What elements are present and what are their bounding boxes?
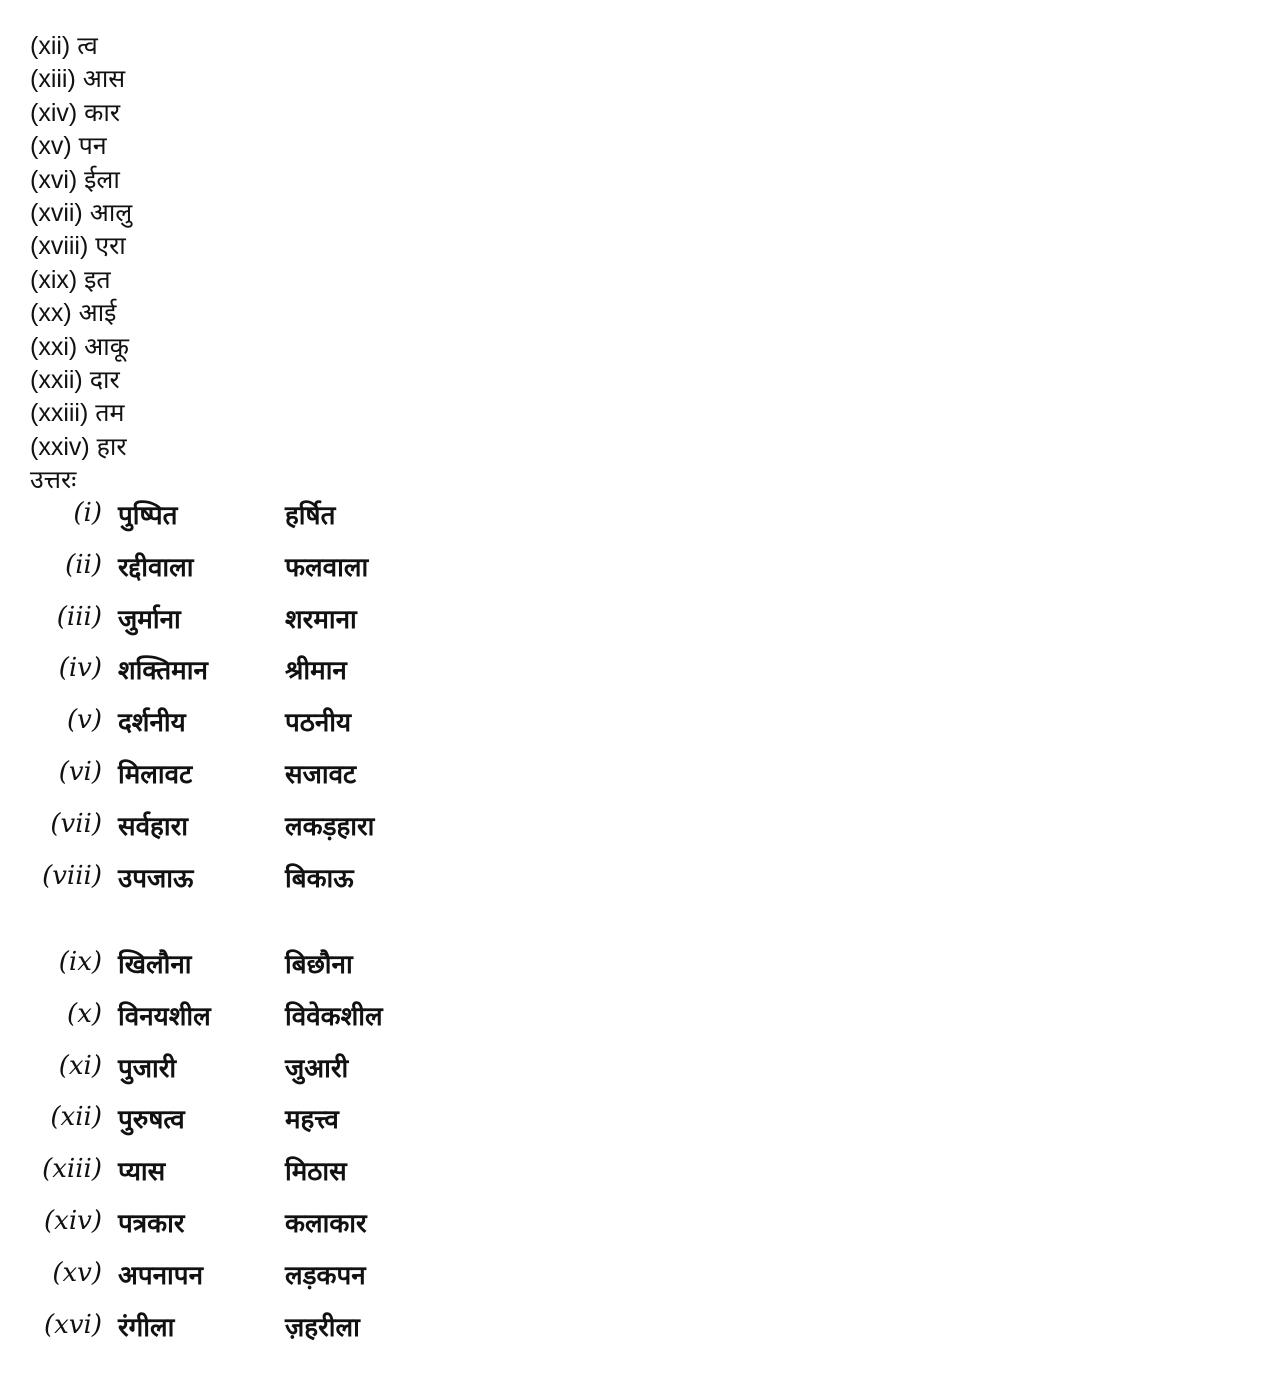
answer-word-second: फलवाला bbox=[285, 552, 369, 583]
suffix-item: (xxi) आकू bbox=[30, 332, 129, 361]
answer-word-second: ज़हरीला bbox=[285, 1312, 360, 1343]
answer-heading: उत्तरः bbox=[30, 466, 77, 495]
answer-row bbox=[30, 1096, 430, 1148]
answer-word-first: पुजारी bbox=[118, 1053, 177, 1084]
answer-word-second: हर्षित bbox=[285, 501, 336, 531]
answer-table-part-1 bbox=[30, 492, 430, 906]
answer-row bbox=[30, 993, 430, 1045]
answer-word-first: विनयशील bbox=[118, 1001, 211, 1032]
answer-number: (xi) bbox=[58, 1050, 102, 1081]
suffix-item: (xx) आई bbox=[30, 299, 117, 328]
answer-word-second: जुआरी bbox=[285, 1053, 349, 1084]
answer-number: (vii) bbox=[50, 808, 102, 839]
answer-word-second: लड़कपन bbox=[285, 1260, 366, 1291]
answer-word-first: जुर्माना bbox=[118, 604, 181, 635]
answer-row bbox=[30, 941, 430, 993]
suffix-item: (xv) पन bbox=[30, 132, 107, 161]
answer-word-first: प्यास bbox=[118, 1157, 166, 1188]
answer-number: (iv) bbox=[58, 653, 102, 684]
answer-word-first: उपजाऊ bbox=[118, 863, 194, 894]
suffix-item: (xvi) ईला bbox=[30, 165, 120, 194]
answer-row bbox=[30, 1200, 430, 1252]
answer-row bbox=[30, 492, 430, 544]
answer-row bbox=[30, 1148, 430, 1200]
answer-row bbox=[30, 855, 430, 907]
answer-number: (ii) bbox=[65, 549, 102, 580]
answer-word-first: दर्शनीय bbox=[118, 708, 186, 739]
suffix-item: (xvii) आलु bbox=[30, 199, 133, 228]
answer-word-first: खिलौना bbox=[118, 950, 192, 980]
answer-row bbox=[30, 647, 430, 699]
answer-row bbox=[30, 544, 430, 596]
answer-word-second: लकड़हारा bbox=[285, 811, 375, 842]
answer-word-second: शरमाना bbox=[285, 604, 357, 635]
answer-number: (xii) bbox=[50, 1102, 102, 1133]
answer-word-first: पत्रकार bbox=[118, 1208, 185, 1239]
answer-word-second: मिठास bbox=[285, 1157, 347, 1188]
answer-table-part-2 bbox=[30, 941, 430, 1355]
answer-word-second: पठनीय bbox=[285, 708, 352, 739]
answer-number: (xvi) bbox=[44, 1309, 102, 1340]
answer-word-second: बिछौना bbox=[285, 950, 353, 980]
answer-number: (x) bbox=[67, 998, 102, 1029]
answer-number: (xv) bbox=[52, 1257, 102, 1288]
answer-word-second: कलाकार bbox=[285, 1208, 367, 1239]
suffix-item: (xxiii) तम bbox=[30, 399, 125, 428]
answer-word-first: सर्वहारा bbox=[118, 811, 188, 842]
answer-word-first: शक्तिमान bbox=[118, 656, 208, 687]
suffix-item: (xxii) दार bbox=[30, 366, 120, 395]
answer-word-second: सजावट bbox=[285, 759, 357, 790]
answer-number: (xiii) bbox=[42, 1154, 102, 1185]
suffix-item: (xxiv) हार bbox=[30, 432, 127, 461]
answer-number: (iii) bbox=[56, 601, 102, 632]
answer-number: (ix) bbox=[58, 947, 102, 977]
answer-word-first: अपनापन bbox=[118, 1260, 203, 1291]
answer-number: (v) bbox=[67, 705, 102, 736]
answer-word-second: श्रीमान bbox=[285, 656, 347, 687]
answer-row bbox=[30, 1045, 430, 1097]
answer-row bbox=[30, 751, 430, 803]
answer-row bbox=[30, 699, 430, 751]
answer-row bbox=[30, 1252, 430, 1304]
suffix-item: (xii) त्व bbox=[30, 32, 98, 60]
suffix-list bbox=[30, 30, 132, 498]
answer-row bbox=[30, 596, 430, 648]
suffix-item: (xix) इत bbox=[30, 265, 111, 294]
answer-number: (i) bbox=[73, 498, 102, 528]
answer-word-first: मिलावट bbox=[118, 759, 193, 790]
answer-number: (vi) bbox=[58, 756, 102, 787]
suffix-item: (xiii) आस bbox=[30, 65, 126, 94]
answer-word-first: पुष्पित bbox=[118, 501, 178, 531]
answer-row bbox=[30, 1304, 430, 1356]
answer-number: (viii) bbox=[42, 860, 102, 891]
answer-word-second: बिकाऊ bbox=[285, 863, 354, 894]
answer-word-first: रद्दीवाला bbox=[118, 552, 194, 583]
answer-row bbox=[30, 803, 430, 855]
answer-word-first: पुरुषत्व bbox=[118, 1105, 185, 1136]
answer-word-first: रंगीला bbox=[118, 1312, 175, 1343]
answer-word-second: विवेकशील bbox=[285, 1001, 383, 1032]
answer-number: (xiv) bbox=[44, 1205, 102, 1236]
suffix-item: (xviii) एरा bbox=[30, 232, 126, 261]
answer-word-second: महत्त्व bbox=[285, 1105, 339, 1136]
suffix-item: (xiv) कार bbox=[30, 98, 121, 127]
